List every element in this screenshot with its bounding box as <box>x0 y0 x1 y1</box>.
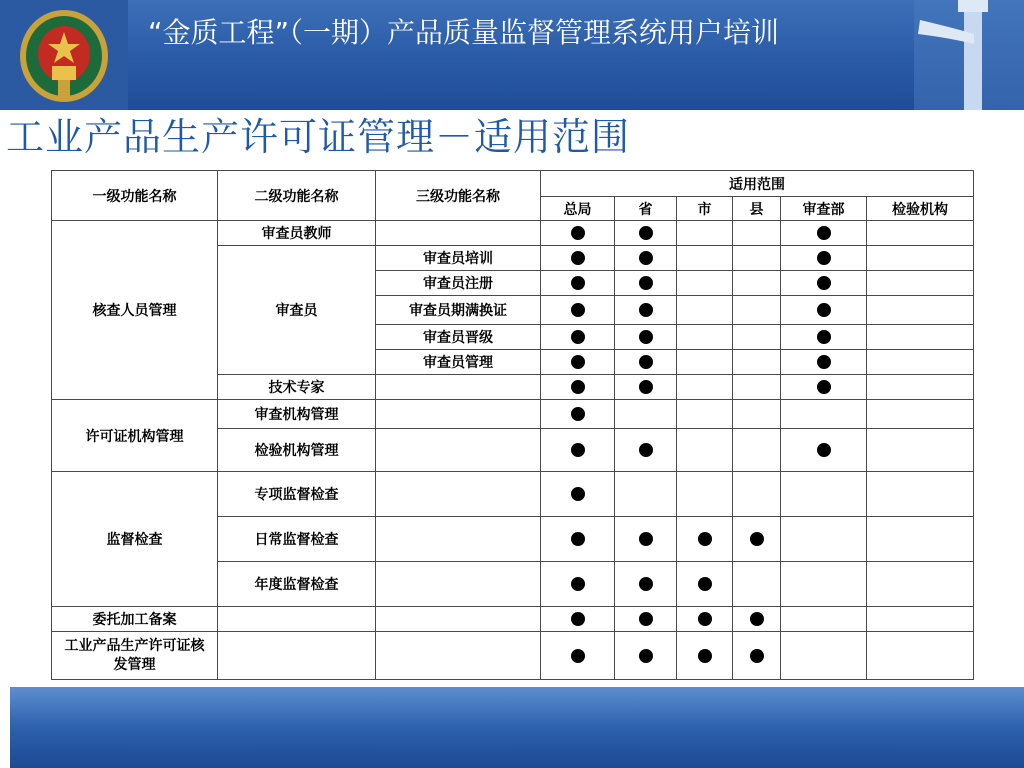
huabiao-pillar-icon <box>914 0 1024 110</box>
scope-cell <box>541 562 615 607</box>
scope-cell <box>781 350 867 375</box>
filled-dot-icon <box>817 380 831 394</box>
scope-cell <box>677 296 733 325</box>
filled-dot-icon <box>639 330 653 344</box>
scope-cell <box>733 221 781 246</box>
scope-cell <box>733 517 781 562</box>
filled-dot-icon <box>639 532 653 546</box>
header-scope-inspection: 检验机构 <box>867 197 974 221</box>
level3-cell <box>376 221 541 246</box>
level2-cell: 审查机构管理 <box>218 400 376 429</box>
header-scope-city: 市 <box>677 197 733 221</box>
level3-cell <box>376 400 541 429</box>
scope-cell <box>541 246 615 271</box>
filled-dot-icon <box>817 355 831 369</box>
scope-cell <box>677 562 733 607</box>
scope-cell <box>733 271 781 296</box>
header-scope-hq: 总局 <box>541 197 615 221</box>
scope-cell <box>615 325 677 350</box>
scope-cell <box>615 271 677 296</box>
table-row <box>52 632 974 680</box>
scope-cell <box>781 246 867 271</box>
scope-cell <box>781 607 867 632</box>
filled-dot-icon <box>639 577 653 591</box>
header-level3: 三级功能名称 <box>376 171 541 221</box>
level3-cell: 审查员培训 <box>376 246 541 271</box>
header-scope-review-dept: 审查部 <box>781 197 867 221</box>
scope-cell <box>867 562 974 607</box>
filled-dot-icon <box>639 380 653 394</box>
scope-cell <box>615 607 677 632</box>
table-row <box>52 400 974 429</box>
level2-cell: 年度监督检查 <box>218 562 376 607</box>
scope-cell <box>615 221 677 246</box>
group-agency: 许可证机构管理 <box>52 400 218 472</box>
scope-cell <box>867 607 974 632</box>
scope-cell <box>733 296 781 325</box>
filled-dot-icon <box>698 612 712 626</box>
filled-dot-icon <box>698 649 712 663</box>
level2-cell: 日常监督检查 <box>218 517 376 562</box>
filled-dot-icon <box>571 226 585 240</box>
filled-dot-icon <box>639 251 653 265</box>
scope-cell <box>781 271 867 296</box>
level3-cell <box>376 607 541 632</box>
scope-cell <box>541 400 615 429</box>
scope-cell <box>867 271 974 296</box>
level1-cell: 工业产品生产许可证核发管理 <box>52 632 218 680</box>
scope-cell <box>867 375 974 400</box>
scope-cell <box>677 632 733 680</box>
scope-cell <box>541 271 615 296</box>
filled-dot-icon <box>571 487 585 501</box>
scope-cell <box>541 607 615 632</box>
header-banner <box>0 0 1024 110</box>
filled-dot-icon <box>817 276 831 290</box>
scope-cell <box>733 246 781 271</box>
filled-dot-icon <box>571 577 585 591</box>
header-level1: 一级功能名称 <box>52 171 218 221</box>
filled-dot-icon <box>817 443 831 457</box>
scope-cell <box>541 517 615 562</box>
scope-cell <box>541 325 615 350</box>
level3-cell <box>376 562 541 607</box>
level2-cell <box>218 607 376 632</box>
group-personnel: 核查人员管理 <box>52 221 218 400</box>
level3-cell: 审查员注册 <box>376 271 541 296</box>
table-row <box>52 472 974 517</box>
level2-cell <box>218 632 376 680</box>
level2-cell: 检验机构管理 <box>218 429 376 472</box>
filled-dot-icon <box>571 276 585 290</box>
scope-cell <box>867 350 974 375</box>
scope-cell <box>615 296 677 325</box>
scope-cell <box>867 472 974 517</box>
group-auditor: 审查员 <box>218 246 376 375</box>
filled-dot-icon <box>571 380 585 394</box>
filled-dot-icon <box>750 649 764 663</box>
scope-cell <box>677 472 733 517</box>
scope-cell <box>615 517 677 562</box>
level3-cell: 审查员期满换证 <box>376 296 541 325</box>
scope-cell <box>615 375 677 400</box>
filled-dot-icon <box>750 532 764 546</box>
scope-cell <box>781 221 867 246</box>
filled-dot-icon <box>571 303 585 317</box>
level1-cell: 委托加工备案 <box>52 607 218 632</box>
filled-dot-icon <box>639 226 653 240</box>
level3-cell: 审查员管理 <box>376 350 541 375</box>
level3-cell <box>376 517 541 562</box>
scope-cell <box>781 400 867 429</box>
scope-cell <box>677 517 733 562</box>
scope-cell <box>867 296 974 325</box>
header-scope: 适用范围 <box>541 171 974 197</box>
scope-cell <box>867 429 974 472</box>
scope-cell <box>781 517 867 562</box>
filled-dot-icon <box>817 330 831 344</box>
table-row <box>52 221 974 246</box>
filled-dot-icon <box>571 355 585 369</box>
scope-cell <box>615 246 677 271</box>
level2-cell: 技术专家 <box>218 375 376 400</box>
filled-dot-icon <box>817 251 831 265</box>
scope-cell <box>615 350 677 375</box>
header-row <box>52 171 974 197</box>
scope-cell <box>541 221 615 246</box>
filled-dot-icon <box>571 612 585 626</box>
header-title: “金质工程”（一期）产品质量监督管理系统用户培训 <box>148 16 780 49</box>
level3-cell <box>376 472 541 517</box>
scope-cell <box>733 350 781 375</box>
scope-cell <box>677 221 733 246</box>
filled-dot-icon <box>750 612 764 626</box>
scope-cell <box>541 350 615 375</box>
filled-dot-icon <box>639 303 653 317</box>
scope-cell <box>733 325 781 350</box>
filled-dot-icon <box>571 330 585 344</box>
footer-banner <box>10 687 1024 768</box>
scope-cell <box>733 429 781 472</box>
filled-dot-icon <box>639 355 653 369</box>
scope-cell <box>677 246 733 271</box>
scope-cell <box>615 562 677 607</box>
group-supervision: 监督检查 <box>52 472 218 607</box>
scope-cell <box>781 296 867 325</box>
scope-cell <box>733 632 781 680</box>
header-scope-province: 省 <box>615 197 677 221</box>
scope-cell <box>677 400 733 429</box>
scope-cell <box>615 472 677 517</box>
scope-cell <box>733 472 781 517</box>
level2-cell: 专项监督检查 <box>218 472 376 517</box>
scope-cell <box>677 325 733 350</box>
national-emblem-icon <box>14 6 114 104</box>
scope-cell <box>781 562 867 607</box>
scope-cell <box>781 632 867 680</box>
logo-container <box>0 0 128 110</box>
scope-cell <box>733 607 781 632</box>
scope-cell <box>677 607 733 632</box>
scope-cell <box>781 472 867 517</box>
scope-cell <box>615 429 677 472</box>
scope-table <box>51 170 974 680</box>
scope-cell <box>733 375 781 400</box>
filled-dot-icon <box>571 443 585 457</box>
filled-dot-icon <box>817 303 831 317</box>
scope-cell <box>867 400 974 429</box>
level3-cell: 审查员晋级 <box>376 325 541 350</box>
table-row <box>52 607 974 632</box>
scope-cell <box>541 429 615 472</box>
scope-cell <box>541 472 615 517</box>
scope-cell <box>781 325 867 350</box>
scope-cell <box>677 375 733 400</box>
filled-dot-icon <box>571 649 585 663</box>
filled-dot-icon <box>698 577 712 591</box>
scope-cell <box>781 375 867 400</box>
scope-cell <box>781 429 867 472</box>
scope-cell <box>733 562 781 607</box>
level3-cell <box>376 429 541 472</box>
header-level2: 二级功能名称 <box>218 171 376 221</box>
filled-dot-icon <box>698 532 712 546</box>
scope-cell <box>867 221 974 246</box>
scope-cell <box>677 429 733 472</box>
scope-cell <box>867 517 974 562</box>
level3-cell <box>376 375 541 400</box>
scope-cell <box>541 375 615 400</box>
filled-dot-icon <box>639 276 653 290</box>
scope-cell <box>615 400 677 429</box>
filled-dot-icon <box>571 407 585 421</box>
header-scope-county: 县 <box>733 197 781 221</box>
scope-cell <box>677 271 733 296</box>
filled-dot-icon <box>639 649 653 663</box>
scope-cell <box>541 296 615 325</box>
scope-cell <box>677 350 733 375</box>
filled-dot-icon <box>571 251 585 265</box>
slide-title: 工业产品生产许可证管理－适用范围 <box>6 115 631 159</box>
filled-dot-icon <box>571 532 585 546</box>
scope-cell <box>867 632 974 680</box>
scope-cell <box>867 325 974 350</box>
filled-dot-icon <box>817 226 831 240</box>
filled-dot-icon <box>639 443 653 457</box>
scope-cell <box>615 632 677 680</box>
scope-cell <box>541 632 615 680</box>
level2-cell: 审查员教师 <box>218 221 376 246</box>
filled-dot-icon <box>639 612 653 626</box>
level3-cell <box>376 632 541 680</box>
scope-cell <box>867 246 974 271</box>
scope-cell <box>733 400 781 429</box>
